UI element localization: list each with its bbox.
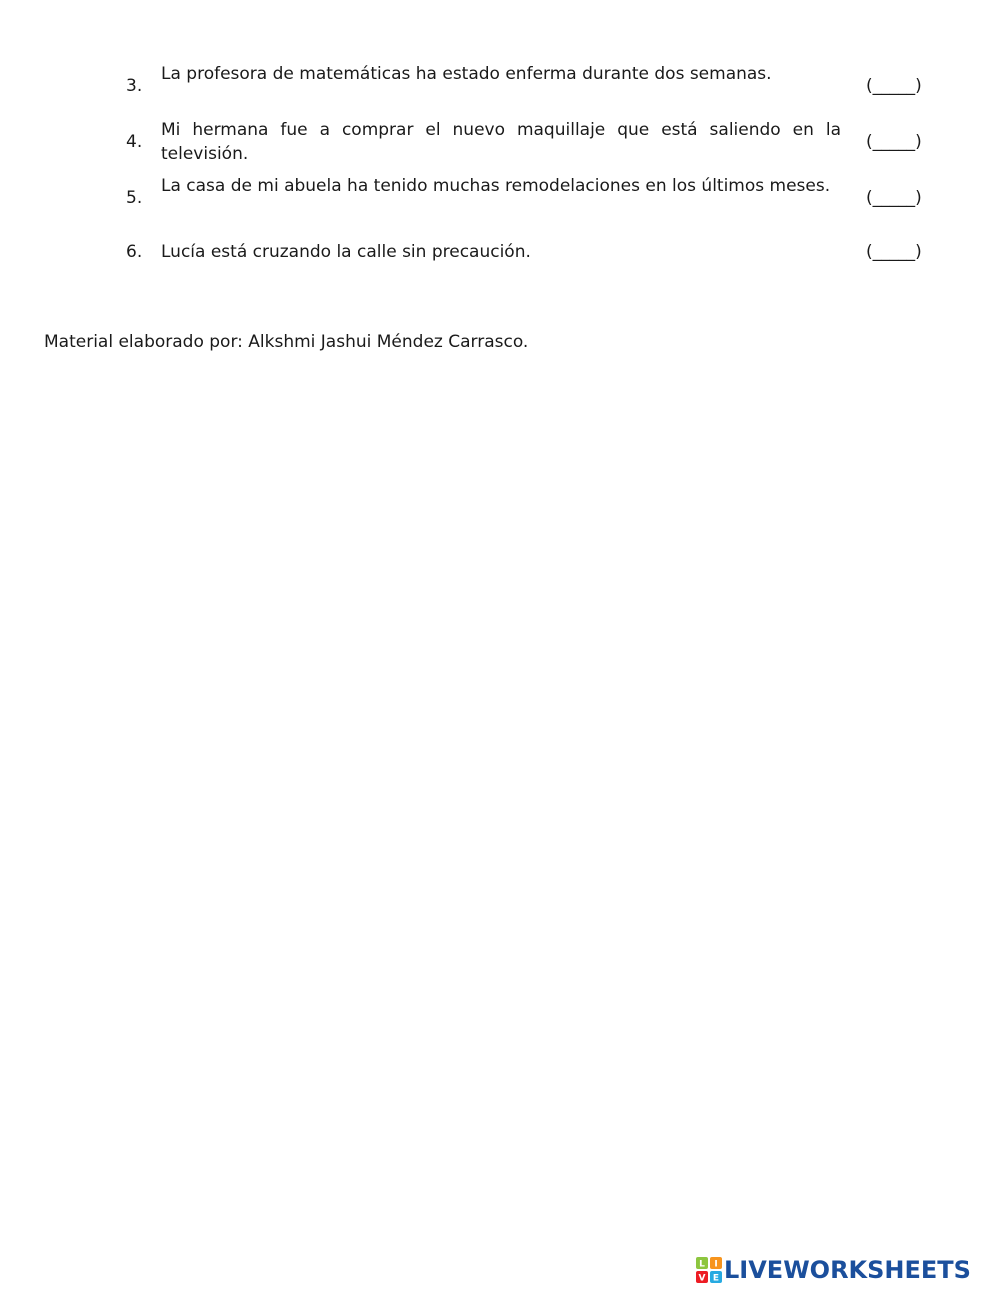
svg-text:I: I <box>714 1259 718 1270</box>
question-number: 5. <box>126 188 143 208</box>
question-text: Mi hermana fue a comprar el nuevo maquillaje que está saliendo en la televisión. <box>161 120 841 164</box>
liveworksheets-logo[interactable] <box>696 1256 971 1284</box>
svg-text:V: V <box>698 1273 706 1283</box>
liveworksheets-logo-icon <box>696 1257 722 1283</box>
question-item-6 <box>0 240 1000 264</box>
answer-blank[interactable]: (_____) <box>866 188 922 208</box>
liveworksheets-logo-text: LIVEWORKSHEETS <box>724 1256 971 1284</box>
svg-text:L: L <box>699 1259 705 1270</box>
question-item-3 <box>0 62 1000 110</box>
question-item-4 <box>0 118 1000 166</box>
question-text: La casa de mi abuela ha tenido muchas remodelaciones en los últimos meses. <box>161 176 831 196</box>
answer-blank[interactable]: (_____) <box>866 242 922 262</box>
question-number: 4. <box>126 132 143 152</box>
question-text: La profesora de matemáticas ha estado enferma durante dos semanas. <box>161 64 772 84</box>
author-credit: Material elaborado por: Alkshmi Jashui Méndez Carrasco. <box>44 332 529 352</box>
svg-text:E: E <box>712 1273 720 1283</box>
answer-blank[interactable]: (_____) <box>866 76 922 96</box>
answer-blank[interactable]: (_____) <box>866 132 922 152</box>
question-number: 6. <box>126 242 143 262</box>
question-item-5 <box>0 174 1000 222</box>
question-text: Lucía está cruzando la calle sin precaución. <box>161 242 531 262</box>
question-number: 3. <box>126 76 143 96</box>
